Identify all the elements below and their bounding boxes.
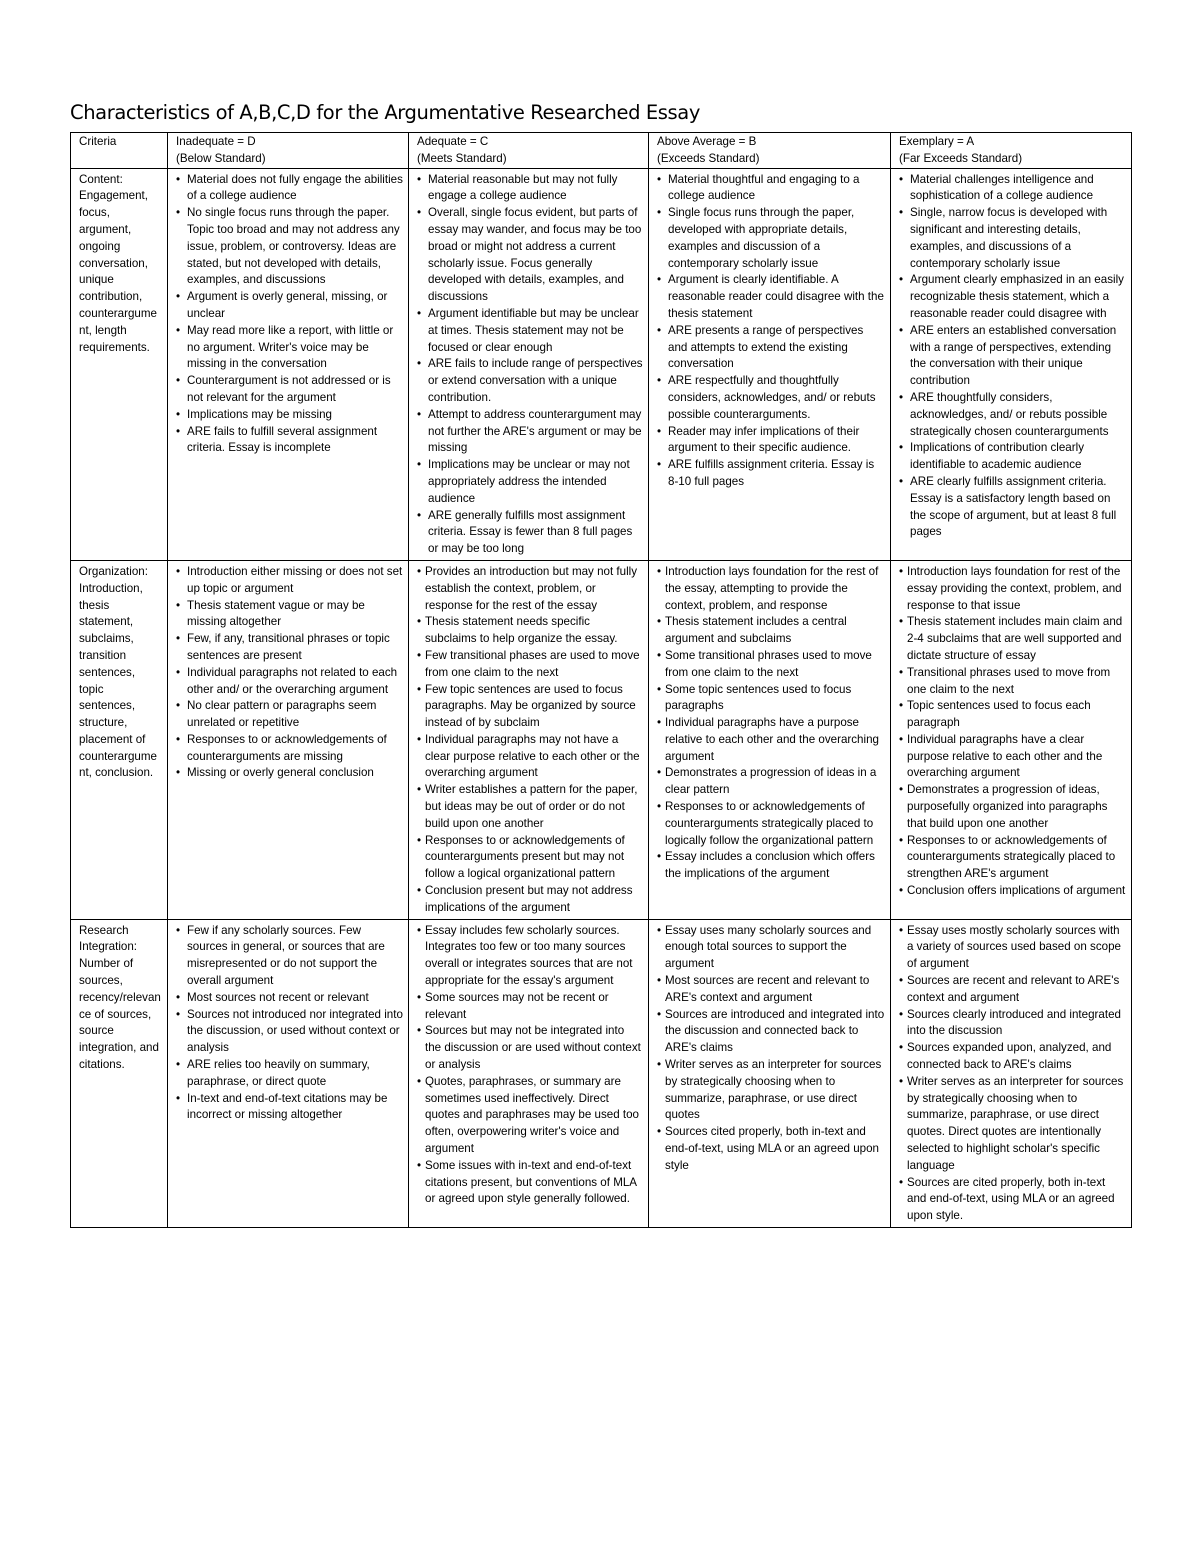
list-item: • Few transitional phases are used to move from one claim to the next — [417, 648, 643, 682]
list-item: • ARE enters an established conversation with a range of perspectives, extending the conversation with their unique contribution — [899, 323, 1126, 390]
list-item: • Transitional phrases used to move from one claim to the next — [899, 665, 1126, 699]
inadequate-cell — [168, 560, 409, 919]
list-item: • Argument is overly general, missing, or unclear — [176, 289, 403, 323]
criteria-text: Organization: Introduction, thesis statement, subclaims, transition sentences, topic sentences, structure, placement of counterargument, conclusion. — [79, 564, 157, 780]
list-item: • Writer serves as an interpreter for sources by strategically choosing when to summarize, paraphrase, or use direct quotes — [657, 1057, 885, 1124]
adequate-list — [417, 564, 643, 917]
above-average-cell — [649, 560, 891, 919]
list-item: • ARE fails to fulfill several assignment criteria. Essay is incomplete — [176, 424, 403, 458]
header-sublabel: (Exceeds Standard) — [657, 151, 760, 165]
list-item: • No single focus runs through the paper. Topic too broad and may not address any issue, problem, or controversy. Ideas are stated, but not developed with details, examples, and discussions — [176, 205, 403, 289]
list-item: • Demonstrates a progression of ideas, purposefully organized into paragraphs that build upon one another — [899, 782, 1126, 832]
list-item: • Attempt to address counterargument may not further the ARE's argument or may be missing — [417, 407, 643, 457]
list-item: • Responses to or acknowledgements of counterarguments present but may not follow a logical organizational pattern — [417, 833, 643, 883]
list-item: • Single, narrow focus is developed with significant and interesting details, examples, and discussions of a contemporary scholarly issue — [899, 205, 1126, 272]
above-average-list — [657, 923, 885, 1175]
list-item: • ARE fulfills assignment criteria. Essay is 8-10 full pages — [657, 457, 885, 491]
rubric-row-organization — [71, 560, 1132, 919]
adequate-cell — [409, 168, 649, 560]
list-item: • Counterargument is not addressed or is not relevant for the argument — [176, 373, 403, 407]
header-label: Criteria — [79, 135, 117, 148]
header-exemplary — [891, 133, 1132, 169]
exemplary-list — [899, 923, 1126, 1225]
list-item: • Some issues with in-text and end-of-text citations present, but conventions of MLA or agreed upon style generally followed. — [417, 1158, 643, 1208]
above-average-cell — [649, 919, 891, 1227]
list-item: • Writer establishes a pattern for the paper, but ideas may be out of order or do not build upon one another — [417, 782, 643, 832]
list-item: • Introduction either missing or does not set up topic or argument — [176, 564, 403, 598]
above-average-list — [657, 172, 885, 491]
list-item: • Material thoughtful and engaging to a college audience — [657, 172, 885, 206]
header-label: Inadequate = D — [176, 135, 256, 148]
list-item: • In-text and end-of-text citations may be incorrect or missing altogether — [176, 1091, 403, 1125]
list-item: • Thesis statement needs specific subclaims to help organize the essay. — [417, 614, 643, 648]
list-item: • Essay includes few scholarly sources. Integrates too few or too many sources overall or integrates sources that are not appropriate for the essay's argument — [417, 923, 643, 990]
list-item: • Sources but may not be integrated into the discussion or are used without context or analysis — [417, 1023, 643, 1073]
rubric-row-research-integration — [71, 919, 1132, 1227]
above-average-cell — [649, 168, 891, 560]
list-item: • Most sources not recent or relevant — [176, 990, 403, 1007]
adequate-cell — [409, 560, 649, 919]
list-item: • Some transitional phrases used to move from one claim to the next — [657, 648, 885, 682]
list-item: • Implications may be unclear or may not appropriately address the intended audience — [417, 457, 643, 507]
header-inadequate — [168, 133, 409, 169]
list-item: • Sources expanded upon, analyzed, and connected back to ARE's claims — [899, 1040, 1126, 1074]
list-item: • Overall, single focus evident, but parts of essay may wander, and focus may be too broad or might not address a current scholarly issue. Focus generally developed with details, examples, and discussions — [417, 205, 643, 306]
list-item: • Most sources are recent and relevant to ARE's context and argument — [657, 973, 885, 1007]
inadequate-cell — [168, 168, 409, 560]
list-item: • Sources not introduced nor integrated into the discussion, or used without context or analysis — [176, 1007, 403, 1057]
list-item: • Argument is clearly identifiable. A reasonable reader could disagree with the thesis statement — [657, 272, 885, 322]
list-item: • ARE respectfully and thoughtfully considers, acknowledges, and/ or rebuts possible counterarguments. — [657, 373, 885, 423]
list-item: • Few topic sentences are used to focus paragraphs. May be organized by source instead of by subclaim — [417, 682, 643, 732]
inadequate-list — [176, 923, 403, 1125]
list-item: • Single focus runs through the paper, developed with appropriate details, examples and discussion of a contemporary scholarly issue — [657, 205, 885, 272]
list-item: • Reader may infer implications of their argument to their specific audience. — [657, 424, 885, 458]
header-row — [71, 133, 1132, 169]
inadequate-list — [176, 172, 403, 458]
rubric-table — [70, 132, 1132, 1228]
header-label: Adequate = C — [417, 135, 489, 148]
adequate-list — [417, 172, 643, 558]
list-item: • Introduction lays foundation for rest of the essay providing the context, problem, and response to that issue — [899, 564, 1126, 614]
list-item: • Essay includes a conclusion which offers the implications of the argument — [657, 849, 885, 883]
list-item: • Few, if any, transitional phrases or topic sentences are present — [176, 631, 403, 665]
list-item: • ARE fails to include range of perspectives or extend conversation with a unique contribution. — [417, 356, 643, 406]
list-item: • Essay uses mostly scholarly sources with a variety of sources used based on scope of argument — [899, 923, 1126, 973]
criteria-cell — [71, 168, 168, 560]
list-item: • Essay uses many scholarly sources and enough total sources to support the argument — [657, 923, 885, 973]
list-item: • ARE generally fulfills most assignment criteria. Essay is fewer than 8 full pages or may be too long — [417, 508, 643, 558]
list-item: • Introduction lays foundation for the rest of the essay, attempting to provide the context, problem, and response — [657, 564, 885, 614]
list-item: • ARE thoughtfully considers, acknowledges, and/ or rebuts possible strategically chosen counterarguments — [899, 390, 1126, 440]
list-item: • Responses to or acknowledgements of counterarguments strategically placed to strengthen ARE's argument — [899, 833, 1126, 883]
list-item: • May read more like a report, with little or no argument. Writer's voice may be missing in the conversation — [176, 323, 403, 373]
list-item: • Thesis statement includes a central argument and subclaims — [657, 614, 885, 648]
list-item: • Some sources may not be recent or relevant — [417, 990, 643, 1024]
header-criteria — [71, 133, 168, 169]
header-label: Exemplary = A — [899, 135, 975, 148]
list-item: • Individual paragraphs have a clear purpose relative to each other and the overarching argument — [899, 732, 1126, 782]
list-item: • Conclusion present but may not address implications of the argument — [417, 883, 643, 917]
adequate-list — [417, 923, 643, 1209]
list-item: • No clear pattern or paragraphs seem unrelated or repetitive — [176, 698, 403, 732]
list-item: • Sources are introduced and integrated into the discussion and connected back to ARE's claims — [657, 1007, 885, 1057]
list-item: • Material reasonable but may not fully engage a college audience — [417, 172, 643, 206]
list-item: • Implications of contribution clearly identifiable to academic audience — [899, 440, 1126, 474]
list-item: • Argument clearly emphasized in an easily recognizable thesis statement, which a reasonable reader could disagree with — [899, 272, 1126, 322]
list-item: • Thesis statement includes main claim and 2-4 subclaims that are well supported and dictate structure of essay — [899, 614, 1126, 664]
list-item: • Sources clearly introduced and integrated into the discussion — [899, 1007, 1126, 1041]
criteria-cell — [71, 919, 168, 1227]
list-item: • ARE presents a range of perspectives and attempts to extend the existing conversation — [657, 323, 885, 373]
exemplary-cell — [891, 168, 1132, 560]
inadequate-list — [176, 564, 403, 782]
list-item: • Missing or overly general conclusion — [176, 765, 403, 782]
list-item: • Sources are recent and relevant to ARE's context and argument — [899, 973, 1126, 1007]
list-item: • ARE relies too heavily on summary, paraphrase, or direct quote — [176, 1057, 403, 1091]
list-item: • Topic sentences used to focus each paragraph — [899, 698, 1126, 732]
header-adequate — [409, 133, 649, 169]
criteria-cell — [71, 560, 168, 919]
list-item: • Argument identifiable but may be unclear at times. Thesis statement may not be focused or clear enough — [417, 306, 643, 356]
header-above-average — [649, 133, 891, 169]
exemplary-cell — [891, 919, 1132, 1227]
list-item: • Conclusion offers implications of argument — [899, 883, 1126, 900]
list-item: • Individual paragraphs may not have a clear purpose relative to each other or the overarching argument — [417, 732, 643, 782]
exemplary-list — [899, 172, 1126, 542]
list-item: • Sources are cited properly, both in-text and end-of-text, using MLA or an agreed upon style. — [899, 1175, 1126, 1225]
list-item: • Implications may be missing — [176, 407, 403, 424]
exemplary-list — [899, 564, 1126, 900]
header-sublabel: (Below Standard) — [176, 151, 266, 165]
list-item: • Responses to or acknowledgements of counterarguments strategically placed to logically follow the organizational pattern — [657, 799, 885, 849]
rubric-row-content — [71, 168, 1132, 560]
above-average-list — [657, 564, 885, 883]
list-item: • Demonstrates a progression of ideas in a clear pattern — [657, 765, 885, 799]
list-item: • ARE clearly fulfills assignment criteria. Essay is a satisfactory length based on the scope of argument, but at least 8 full pages — [899, 474, 1126, 541]
list-item: • Individual paragraphs have a purpose relative to each other and the overarching argument — [657, 715, 885, 765]
criteria-text: Content: Engagement, focus, argument, ongoing conversation, unique contribution, counterargument, length requirements. — [79, 172, 157, 354]
list-item: • Provides an introduction but may not fully establish the context, problem, or response for the rest of the essay — [417, 564, 643, 614]
list-item: • Material does not fully engage the abilities of a college audience — [176, 172, 403, 206]
page-title: Characteristics of A,B,C,D for the Argumentative Researched Essay — [70, 101, 700, 124]
list-item: • Few if any scholarly sources. Few sources in general, or sources that are misrepresented or do not support the overall argument — [176, 923, 403, 990]
criteria-text: Research Integration: Number of sources, recency/relevance of sources, source integration, and citations. — [79, 923, 161, 1072]
list-item: • Material challenges intelligence and sophistication of a college audience — [899, 172, 1126, 206]
list-item: • Individual paragraphs not related to each other and/ or the overarching argument — [176, 665, 403, 699]
exemplary-cell — [891, 560, 1132, 919]
header-sublabel: (Far Exceeds Standard) — [899, 151, 1023, 165]
list-item: • Thesis statement vague or may be missing altogether — [176, 598, 403, 632]
list-item: • Sources cited properly, both in-text and end-of-text, using MLA or an agreed upon style — [657, 1124, 885, 1174]
list-item: • Quotes, paraphrases, or summary are sometimes used ineffectively. Direct quotes and paraphrases may be used too often, overpowering writer's voice and argument — [417, 1074, 643, 1158]
header-label: Above Average = B — [657, 135, 757, 148]
list-item: • Some topic sentences used to focus paragraphs — [657, 682, 885, 716]
list-item: • Writer serves as an interpreter for sources by strategically choosing when to summarize, paraphrase, or use direct quotes. Direct quotes are intentionally selected to highlight scholar's specific language — [899, 1074, 1126, 1175]
list-item: • Responses to or acknowledgements of counterarguments are missing — [176, 732, 403, 766]
adequate-cell — [409, 919, 649, 1227]
inadequate-cell — [168, 919, 409, 1227]
header-sublabel: (Meets Standard) — [417, 151, 507, 165]
rubric-body — [71, 168, 1132, 1227]
